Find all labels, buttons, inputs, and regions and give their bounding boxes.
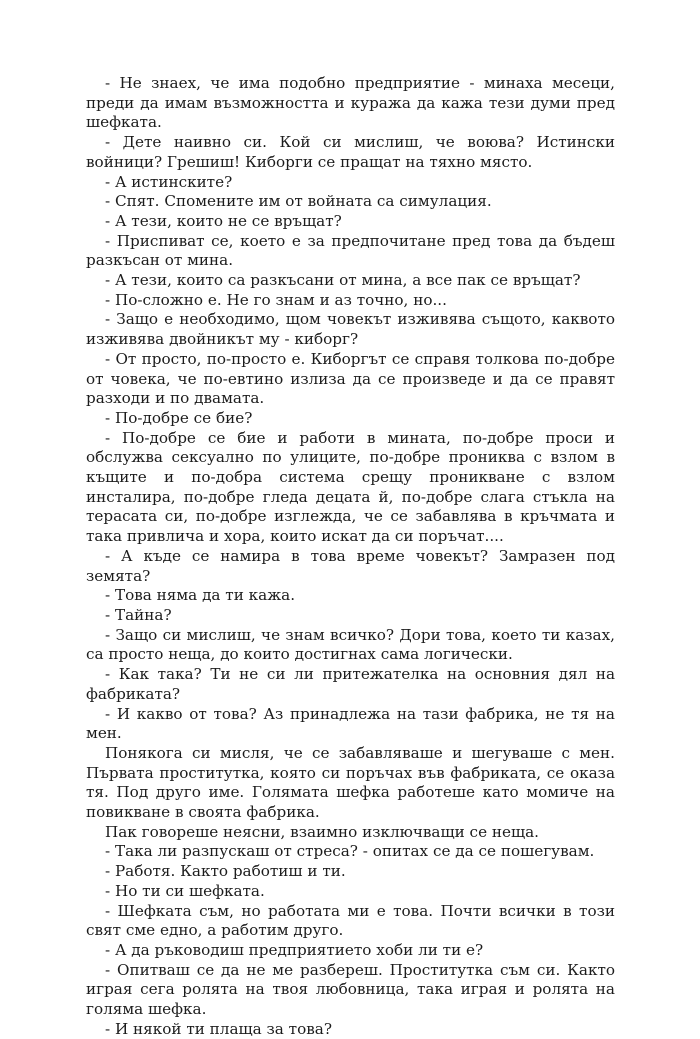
paragraph: - Работя. Както работиш и ти.	[105, 862, 346, 881]
paragraph: - Това няма да ти кажа.	[105, 586, 296, 605]
paragraph: - А да ръководиш предприятието хоби ли ти е?	[105, 940, 484, 959]
paragraph: - Защо е необходимо, щом човекът изживява същото, каквото изживява двойникът му - киборг?	[86, 310, 615, 349]
paragraph: - Опитваш се да не ме разбереш. Проститутка съм си. Както играя сега ролята на твоя любовница, така играя и ролята на голяма шефка.	[86, 960, 615, 1019]
paragraph: - По-сложно е. Не го знам и аз точно, но...	[105, 290, 447, 309]
paragraph: - А тези, които са разкъсани от мина, а все пак се връщат?	[105, 271, 581, 290]
paragraph: Понякога си мисля, че се забавляваше и шегуваше с мен. Първата проститутка, която си поръчах във фабриката, се оказа тя. Под друго име. Голямата шефка работеше като момиче на повикване в своята фабрика.	[86, 743, 615, 822]
paragraph: - А тези, които не се връщат?	[105, 211, 342, 230]
paragraph: - Така ли разпускаш от стреса? - опитах се да се пошегувам.	[105, 842, 595, 861]
paragraph: - Шефката съм, но работата ми е това. Почти всички в този свят сме едно, а работим друго.	[86, 901, 615, 940]
paragraph: - Спят. Спомените им от войната са симулация.	[105, 192, 492, 211]
paragraph: - А къде се намира в това време човекът? Замразен под земята?	[86, 546, 615, 585]
paragraph: - И някой ти плаща за това?	[105, 1019, 332, 1038]
paragraph: - По-добре се бие?	[105, 408, 253, 427]
paragraph: - А истинските?	[105, 172, 233, 191]
paragraph: - Не знаех, че има подобно предприятие - минаха месеци, преди да имам възможността и куража да кажа тези думи пред шефката.	[86, 74, 615, 132]
paragraph: - От просто, по-просто е. Киборгът се справя толкова по-добре от човека, че по-евтино излиза да се произведе и да се правят разходи и по двамата.	[86, 349, 615, 408]
paragraph: - Но ти си шефката.	[105, 881, 265, 900]
paragraph: Пак говореше неясни, взаимно изключващи се неща.	[105, 822, 539, 841]
paragraph: - По-добре се бие и работи в мината, по-добре проси и обслужва сексуално по улиците, по-добре прониква с взлом в къщите и по-добра система срещу проникване с взлом инсталира, по-добре гледа децата й, по-добре слага стъкла на терасата си, по-добре изглежда, че се забавлява в кръчмата и така привлича и хора, които искат да си поръчат....	[86, 428, 615, 546]
paragraph: - Как така? Ти не си ли притежателка на основния дял на фабриката?	[86, 665, 615, 703]
paragraph: - Дете наивно си. Кой си мислиш, че воюва? Истински войници? Грешиш! Киборги се пращат на тяхно място.	[86, 133, 615, 171]
paragraph: - И какво от това? Аз принадлежа на тази фабрика, не тя на мен.	[86, 704, 615, 743]
page-body	[86, 74, 615, 1039]
paragraph: - Тайна?	[105, 605, 172, 624]
paragraph: - Защо си мислиш, че знам всичко? Дори това, което ти казах, са просто неща, до които достигнах сама логически.	[86, 625, 615, 664]
paragraph: - Приспиват се, което е за предпочитане пред това да бъдеш разкъсан от мина.	[86, 231, 615, 270]
